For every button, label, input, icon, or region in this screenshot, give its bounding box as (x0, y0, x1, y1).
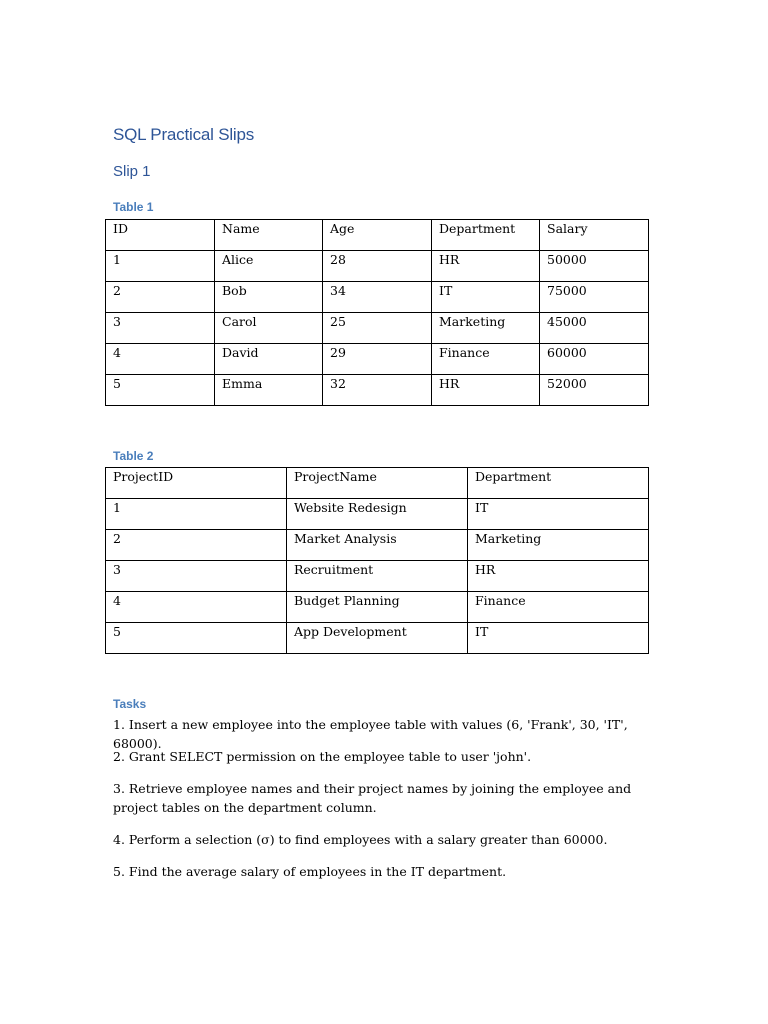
table-cell: 52000 (540, 375, 649, 406)
table-row (106, 592, 649, 623)
table-cell: 29 (323, 344, 432, 375)
table-row (106, 623, 649, 654)
project-table (105, 467, 649, 654)
table1-caption: Table 1 (113, 200, 154, 214)
task-item-3: 3. Retrieve employee names and their project names by joining the employee and project tables on the department column. (113, 781, 632, 815)
table-cell: 5 (106, 375, 215, 406)
table-row (106, 499, 649, 530)
table-cell: 28 (323, 251, 432, 282)
table-cell: Recruitment (287, 561, 468, 592)
table-header-row (106, 468, 649, 499)
table-cell: Bob (215, 282, 323, 313)
table-cell: 5 (106, 623, 287, 654)
table-cell: 34 (323, 282, 432, 313)
table-cell: Finance (468, 592, 649, 623)
table-header-cell: ProjectID (106, 468, 287, 499)
table-row (106, 344, 649, 375)
table-cell: 1 (106, 251, 215, 282)
table-cell: Emma (215, 375, 323, 406)
table-cell: 3 (106, 561, 287, 592)
table-cell: 50000 (540, 251, 649, 282)
tasks-heading: Tasks (113, 697, 147, 711)
table-header-cell: ID (106, 220, 215, 251)
task-item-4: 4. Perform a selection (σ) to find employees with a salary greater than 60000. (113, 832, 608, 847)
table-cell: IT (468, 499, 649, 530)
table-header-cell: Department (468, 468, 649, 499)
table-header-cell: Age (323, 220, 432, 251)
table-header-cell: ProjectName (287, 468, 468, 499)
table-header-cell: Salary (540, 220, 649, 251)
table-cell: 3 (106, 313, 215, 344)
table-cell: 45000 (540, 313, 649, 344)
table-row (106, 375, 649, 406)
table-cell: 2 (106, 282, 215, 313)
table-cell: HR (432, 375, 540, 406)
table-cell: 75000 (540, 282, 649, 313)
table-cell: Alice (215, 251, 323, 282)
document-title: SQL Practical Slips (113, 125, 255, 144)
table-cell: App Development (287, 623, 468, 654)
table-cell: Finance (432, 344, 540, 375)
slip-heading: Slip 1 (113, 163, 151, 180)
table-cell: 4 (106, 344, 215, 375)
table-cell: HR (468, 561, 649, 592)
table-row (106, 282, 649, 313)
table-cell: IT (468, 623, 649, 654)
table-cell: IT (432, 282, 540, 313)
table2-caption: Table 2 (113, 449, 154, 463)
table-header-row (106, 220, 649, 251)
table-header-cell: Name (215, 220, 323, 251)
table-cell: Marketing (432, 313, 540, 344)
table-cell: 60000 (540, 344, 649, 375)
table-row (106, 313, 649, 344)
task-item-2: 2. Grant SELECT permission on the employee table to user 'john'. (113, 749, 532, 764)
table-cell: Carol (215, 313, 323, 344)
table-cell: 25 (323, 313, 432, 344)
table-cell: Market Analysis (287, 530, 468, 561)
employee-table (105, 219, 649, 406)
table-cell: Marketing (468, 530, 649, 561)
task-item-5: 5. Find the average salary of employees in the IT department. (113, 864, 507, 879)
table-cell: 32 (323, 375, 432, 406)
table-cell: Website Redesign (287, 499, 468, 530)
table-cell: 2 (106, 530, 287, 561)
table-row (106, 561, 649, 592)
table-cell: HR (432, 251, 540, 282)
task-item-1: 1. Insert a new employee into the employee table with values (6, 'Frank', 30, 'IT', 68000). (113, 717, 628, 751)
table-header-cell: Department (432, 220, 540, 251)
table-cell: 1 (106, 499, 287, 530)
table-row (106, 530, 649, 561)
table-row (106, 251, 649, 282)
table-cell: 4 (106, 592, 287, 623)
table-cell: Budget Planning (287, 592, 468, 623)
table-cell: David (215, 344, 323, 375)
